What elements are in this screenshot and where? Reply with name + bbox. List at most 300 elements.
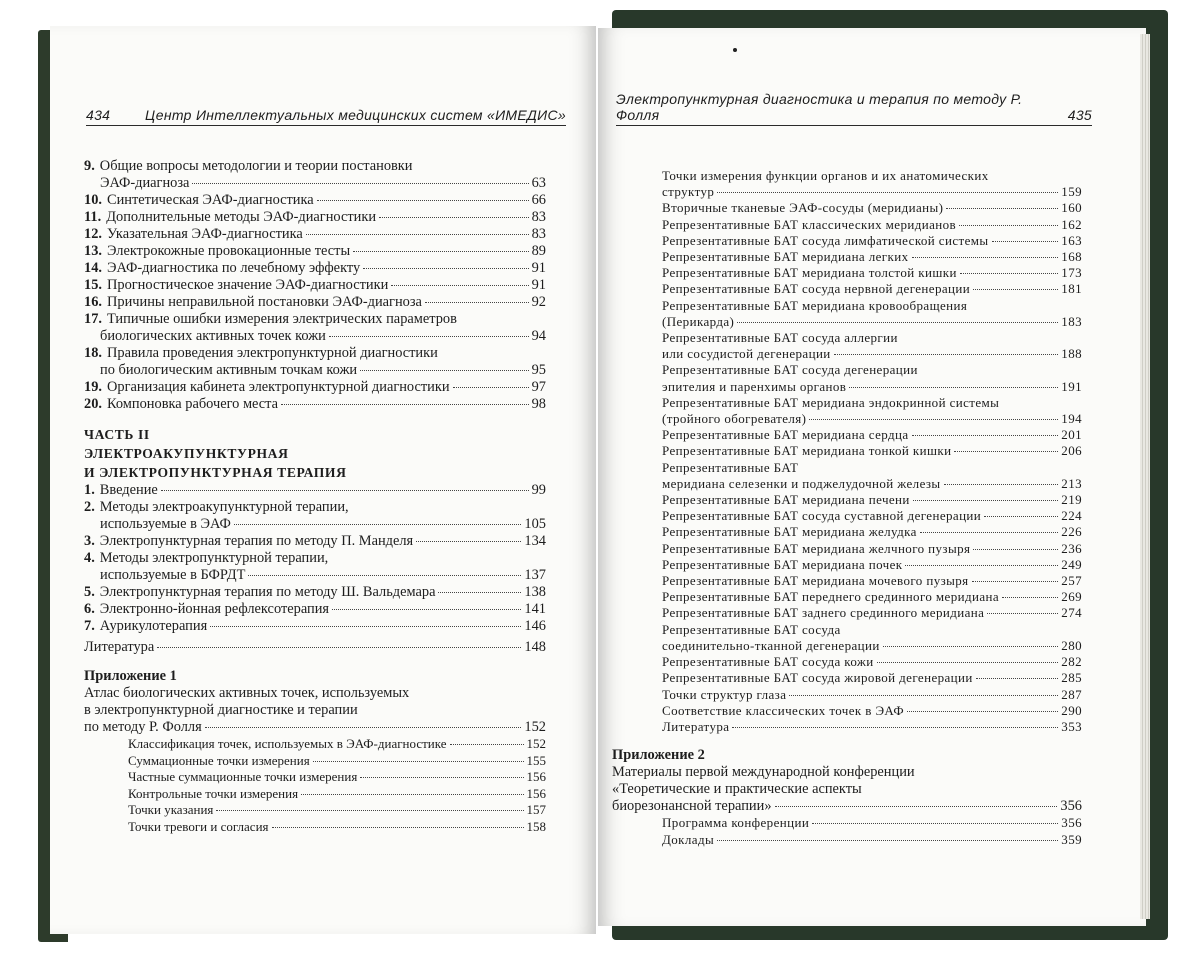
entry-text: «Теоретические и практические аспекты bbox=[612, 781, 862, 798]
dot-leader bbox=[332, 609, 521, 610]
entry-text: Вторичные тканевые ЭАФ-сосуды (меридианы) bbox=[662, 200, 944, 216]
dot-leader bbox=[976, 678, 1059, 679]
entry-page: 194 bbox=[1061, 411, 1082, 427]
toc-entry-line bbox=[84, 516, 546, 533]
entry-text: Репрезентативные БАТ заднего срединного меридиана bbox=[662, 605, 985, 621]
toc-entry-line bbox=[662, 249, 1082, 265]
dot-leader bbox=[732, 727, 1058, 728]
toc-entry-line bbox=[662, 330, 1082, 346]
entry-page: 356 bbox=[1060, 798, 1082, 815]
entry-page: 159 bbox=[1061, 184, 1082, 200]
entry-page: 157 bbox=[526, 802, 546, 818]
entry-text: Репрезентативные БАТ переднего срединного меридиана bbox=[662, 589, 1000, 605]
entry-text: Компоновка рабочего места bbox=[107, 396, 279, 412]
toc-entry-line bbox=[84, 550, 546, 567]
entry-page: 236 bbox=[1061, 540, 1082, 556]
entry-number: 5. bbox=[84, 584, 95, 600]
entry-page: 173 bbox=[1061, 265, 1082, 281]
entry-text: Репрезентативные БАТ меридиана легких bbox=[662, 249, 909, 265]
toc-entry-line bbox=[662, 492, 1082, 508]
dot-leader bbox=[301, 794, 523, 795]
dot-leader bbox=[789, 695, 1058, 696]
toc-entry-line bbox=[128, 769, 546, 786]
toc-entry-line bbox=[662, 557, 1082, 573]
appendix1-subitems bbox=[84, 736, 546, 836]
entry-text: Суммационные точки измерения bbox=[128, 752, 310, 768]
toc-entry-line bbox=[662, 508, 1082, 524]
entry-page: 63 bbox=[531, 175, 546, 191]
entry-text: Точки тревоги и согласия bbox=[128, 818, 269, 834]
part-two-title-line2: И ЭЛЕКТРОПУНКТУРНАЯ ТЕРАПИЯ bbox=[84, 465, 347, 480]
entry-page: 191 bbox=[1061, 378, 1082, 394]
ink-speck bbox=[733, 48, 737, 52]
entry-page: 94 bbox=[531, 328, 546, 344]
entry-number: 15. bbox=[84, 277, 102, 293]
entry-number: 14. bbox=[84, 260, 102, 276]
toc-entry-line bbox=[84, 685, 546, 702]
entry-text: Причины неправильной постановки ЭАФ-диагноза bbox=[107, 294, 422, 310]
entry-text: Контрольные точки измерения bbox=[128, 785, 299, 801]
left-toc bbox=[84, 158, 546, 836]
right-entries-list bbox=[612, 168, 1082, 735]
dot-leader bbox=[973, 289, 1058, 290]
toc-entry-line bbox=[662, 184, 1082, 200]
left-running-header bbox=[86, 100, 566, 126]
dot-leader bbox=[913, 500, 1059, 501]
entry-number: 19. bbox=[84, 379, 102, 395]
dot-leader bbox=[205, 727, 522, 728]
toc-entry-line bbox=[84, 601, 546, 618]
toc-entry-line bbox=[128, 802, 546, 819]
entry-number: 16. bbox=[84, 294, 102, 310]
entry-page: 83 bbox=[531, 226, 546, 242]
entry-text: Точки структур глаза bbox=[662, 686, 787, 702]
toc-entry-line bbox=[612, 781, 1082, 798]
appendix2-subitems bbox=[612, 815, 1082, 848]
entry-text: Репрезентативные БАТ меридиана почек bbox=[662, 556, 903, 572]
dot-leader bbox=[812, 823, 1058, 824]
toc-entry-line bbox=[662, 362, 1082, 378]
toc-entry-line bbox=[84, 260, 546, 277]
toc-entry-line bbox=[84, 294, 546, 311]
toc-entry-line bbox=[84, 345, 546, 362]
dot-leader bbox=[281, 404, 529, 405]
toc-entry-line bbox=[662, 168, 1082, 184]
entry-number: 4. bbox=[84, 550, 95, 566]
toc-entry-line bbox=[662, 815, 1082, 832]
toc-entry-line bbox=[84, 243, 546, 260]
dot-leader bbox=[391, 285, 528, 286]
dot-leader bbox=[416, 541, 521, 542]
dot-leader bbox=[379, 217, 529, 218]
dot-leader bbox=[210, 626, 521, 627]
entry-text: Точки измерения функции органов и их анатомических bbox=[662, 168, 989, 183]
toc-entry-line bbox=[662, 541, 1082, 557]
entry-text: Атлас биологических активных точек, используемых bbox=[84, 685, 410, 701]
dot-leader bbox=[920, 532, 1059, 533]
entry-text: Типичные ошибки измерения электрических параметров bbox=[107, 311, 457, 327]
entry-text: (Перикарда) bbox=[662, 313, 735, 329]
dot-leader bbox=[216, 810, 523, 811]
dot-leader bbox=[809, 419, 1058, 420]
dot-leader bbox=[161, 490, 529, 491]
literature-entry bbox=[84, 639, 546, 656]
entry-text: биорезонансной терапии» bbox=[612, 798, 772, 815]
toc-entry-line bbox=[128, 786, 546, 803]
dot-leader bbox=[272, 827, 524, 828]
dot-leader bbox=[425, 302, 529, 303]
entry-page: 158 bbox=[526, 818, 546, 834]
entry-text: Репрезентативные БАТ меридиана печени bbox=[662, 492, 910, 508]
left-page-number: 434 bbox=[86, 107, 111, 123]
entry-text: Электропунктурная терапия по методу Ш. Вальдемара bbox=[99, 584, 436, 600]
entry-page: 213 bbox=[1061, 475, 1082, 491]
page-stack-edge bbox=[1140, 34, 1150, 919]
toc-entry-line bbox=[662, 638, 1082, 654]
entry-text: Прогностическое значение ЭАФ-диагностики bbox=[107, 277, 389, 293]
entry-text: Синтетическая ЭАФ-диагностика bbox=[107, 192, 314, 208]
toc-entry-line bbox=[662, 622, 1082, 638]
toc-entry-line bbox=[84, 277, 546, 294]
entry-text: используемые в ЭАФ bbox=[100, 516, 231, 532]
entry-text: Точки указания bbox=[128, 802, 214, 818]
dot-leader bbox=[438, 592, 521, 593]
toc-entry-line bbox=[662, 200, 1082, 216]
right-page-number: 435 bbox=[1067, 107, 1092, 123]
dot-leader bbox=[192, 183, 528, 184]
toc-entry-line bbox=[84, 158, 546, 175]
entry-text: соединительно-тканной дегенерации bbox=[662, 637, 880, 653]
dot-leader bbox=[954, 451, 1058, 452]
entry-text: Методы электропунктурной терапии, bbox=[99, 550, 329, 566]
toc-entry-line bbox=[662, 605, 1082, 621]
toc-entry-line bbox=[662, 670, 1082, 686]
toc-entry-line bbox=[84, 499, 546, 516]
entry-number: 17. bbox=[84, 311, 102, 327]
toc-entry-line bbox=[84, 482, 546, 499]
entry-number: 6. bbox=[84, 601, 95, 617]
toc-entry-line bbox=[662, 217, 1082, 233]
dot-leader bbox=[306, 234, 529, 235]
entry-text: Дополнительные методы ЭАФ-диагностики bbox=[106, 209, 377, 225]
entry-text: ЭАФ-диагностика по лечебному эффекту bbox=[107, 260, 361, 276]
toc-entry-line bbox=[662, 427, 1082, 443]
entry-text: биологических активных точек кожи bbox=[100, 328, 326, 344]
entry-page: 219 bbox=[1061, 492, 1082, 508]
entry-page: 137 bbox=[524, 567, 546, 583]
entry-page: 274 bbox=[1061, 605, 1082, 621]
dot-leader bbox=[907, 711, 1058, 712]
toc-entry-line bbox=[662, 687, 1082, 703]
entry-text: Репрезентативные БАТ сосуда кожи bbox=[662, 654, 874, 670]
toc-entry-line bbox=[662, 524, 1082, 540]
entry-page: 105 bbox=[524, 516, 546, 532]
dot-leader bbox=[329, 336, 529, 337]
entry-text: Литература bbox=[662, 718, 730, 734]
entry-page: 152 bbox=[526, 736, 546, 751]
toc-entry-line bbox=[128, 819, 546, 836]
entry-page: 226 bbox=[1061, 524, 1082, 540]
dot-leader bbox=[905, 565, 1058, 566]
toc-entry-line bbox=[662, 395, 1082, 411]
toc-entry-line bbox=[662, 654, 1082, 670]
entry-text: Репрезентативные БАТ сосуда дегенерации bbox=[662, 362, 918, 378]
entry-page: 285 bbox=[1061, 670, 1082, 686]
toc-entry-line bbox=[662, 314, 1082, 330]
entry-text: Репрезентативные БАТ меридиана толстой кишки bbox=[662, 265, 957, 281]
left-header-title: Центр Интеллектуальных медицинских систем «ИМЕДИС» bbox=[144, 107, 566, 123]
toc-entry-line bbox=[84, 702, 546, 719]
dot-leader bbox=[234, 524, 522, 525]
entry-page: 97 bbox=[531, 379, 546, 395]
entry-text: Классификация точек, используемых в ЭАФ-диагностике bbox=[128, 736, 447, 751]
entry-page: 163 bbox=[1061, 232, 1082, 248]
entry-page: 146 bbox=[524, 618, 546, 634]
toc-entry-line bbox=[84, 584, 546, 601]
dot-leader bbox=[912, 435, 1059, 436]
dot-leader bbox=[946, 208, 1058, 209]
toc-entry-line bbox=[84, 719, 546, 736]
entry-page: 290 bbox=[1061, 702, 1082, 718]
entry-text: Доклады bbox=[662, 831, 715, 847]
entry-page: 359 bbox=[1061, 831, 1082, 847]
dot-leader bbox=[317, 200, 529, 201]
dot-leader bbox=[717, 840, 1058, 841]
toc-entry-line bbox=[662, 379, 1082, 395]
entry-text: Соответствие классических точек в ЭАФ bbox=[662, 702, 905, 718]
toc-entry-line bbox=[662, 460, 1082, 476]
entry-page: 269 bbox=[1061, 589, 1082, 605]
dot-leader bbox=[248, 575, 521, 576]
entry-text: Репрезентативные БАТ меридиана кровообращения bbox=[662, 297, 968, 313]
dot-leader bbox=[992, 241, 1059, 242]
entry-text: Репрезентативные БАТ сосуда bbox=[662, 621, 841, 637]
dot-leader bbox=[960, 273, 1058, 274]
entry-page: 83 bbox=[531, 209, 546, 225]
entry-page: 162 bbox=[1061, 216, 1082, 232]
toc-entry-line bbox=[612, 798, 1082, 815]
entry-text: Методы электроакупунктурной терапии, bbox=[99, 499, 349, 515]
appendix1-title bbox=[84, 685, 546, 736]
entry-text: эпителия и паренхимы органов bbox=[662, 378, 847, 394]
dot-leader bbox=[972, 581, 1059, 582]
toc-entry-line bbox=[128, 753, 546, 770]
toc-entry-line bbox=[662, 346, 1082, 362]
dot-leader bbox=[834, 354, 1059, 355]
dot-leader bbox=[883, 646, 1059, 647]
dot-leader bbox=[912, 257, 1059, 258]
right-header-title: Электропунктурная диагностика и терапия по методу Р. Фолля bbox=[616, 91, 1023, 123]
dot-leader bbox=[737, 322, 1058, 323]
part-two-title-line1: ЭЛЕКТРОАКУПУНКТУРНАЯ bbox=[84, 446, 289, 461]
toc-entry-line bbox=[612, 764, 1082, 781]
entry-text: Репрезентативные БАТ меридиана мочевого пузыря bbox=[662, 573, 969, 589]
dot-leader bbox=[360, 777, 523, 778]
entry-number: 2. bbox=[84, 499, 95, 515]
entry-page: 98 bbox=[531, 396, 546, 412]
entry-page: 257 bbox=[1061, 573, 1082, 589]
dot-leader bbox=[775, 806, 1058, 807]
dot-leader bbox=[453, 387, 529, 388]
appendix1-heading: Приложение 1 bbox=[84, 668, 177, 684]
toc-entry-line bbox=[84, 362, 546, 379]
entry-text: Репрезентативные БАТ сосуда суставной дегенерации bbox=[662, 508, 982, 524]
entry-page: 155 bbox=[526, 752, 546, 768]
entry-page: 353 bbox=[1061, 718, 1082, 734]
entry-page: 206 bbox=[1061, 443, 1082, 459]
entry-text: Материалы первой международной конференции bbox=[612, 764, 915, 781]
toc-entry-line bbox=[662, 573, 1082, 589]
entry-page: 92 bbox=[531, 294, 546, 310]
toc-entry-line bbox=[84, 396, 546, 413]
entry-number: 1. bbox=[84, 482, 95, 498]
entry-page: 160 bbox=[1061, 200, 1082, 216]
toc-entry-line bbox=[662, 233, 1082, 249]
toc-entry-line bbox=[84, 533, 546, 550]
entry-text: Репрезентативные БАТ меридиана желчного пузыря bbox=[662, 540, 971, 556]
entry-text: в электропунктурной диагностике и терапии bbox=[84, 702, 358, 718]
toc-entry-line bbox=[662, 281, 1082, 297]
entry-text: Репрезентативные БАТ меридиана желудка bbox=[662, 524, 917, 540]
entry-number: 11. bbox=[84, 209, 102, 225]
toc-entry-line bbox=[662, 411, 1082, 427]
toc-entry-line bbox=[662, 703, 1082, 719]
entry-page: 282 bbox=[1061, 654, 1082, 670]
toc-entry-line bbox=[662, 265, 1082, 281]
entry-number: 7. bbox=[84, 618, 95, 634]
entry-page: 99 bbox=[531, 482, 546, 498]
toc-entry-line bbox=[662, 832, 1082, 849]
toc-entry-line bbox=[84, 379, 546, 396]
entry-number: 9. bbox=[84, 158, 95, 174]
dot-leader bbox=[353, 251, 529, 252]
entry-text: Электронно-йонная рефлексотерапия bbox=[99, 601, 330, 617]
toc-entry-line bbox=[84, 175, 546, 192]
dot-leader bbox=[363, 268, 528, 269]
entry-page: 188 bbox=[1061, 346, 1082, 362]
entry-page: 152 bbox=[524, 719, 546, 735]
entry-text: по методу Р. Фолля bbox=[84, 719, 202, 735]
entry-page: 168 bbox=[1061, 249, 1082, 265]
entry-number: 13. bbox=[84, 243, 102, 259]
entry-number: 12. bbox=[84, 226, 102, 242]
entry-text: Электрокожные провокационные тесты bbox=[107, 243, 351, 259]
dot-leader bbox=[313, 761, 524, 762]
entry-page: 141 bbox=[524, 601, 546, 617]
entry-text: Репрезентативные БАТ сосуда жировой дегенерации bbox=[662, 670, 973, 686]
entry-page: 156 bbox=[526, 769, 546, 785]
toc-entry-line bbox=[84, 567, 546, 584]
toc-entry-line bbox=[662, 589, 1082, 605]
entry-text: или сосудистой дегенерации bbox=[662, 346, 831, 362]
entry-page: 66 bbox=[531, 192, 546, 208]
entry-page: 95 bbox=[531, 362, 546, 378]
entry-page: 156 bbox=[526, 785, 546, 801]
dot-leader bbox=[717, 192, 1058, 193]
entry-number: 18. bbox=[84, 345, 102, 361]
entry-number: 3. bbox=[84, 533, 95, 549]
entry-text: Аурикулотерапия bbox=[99, 618, 208, 634]
entry-page: 280 bbox=[1061, 637, 1082, 653]
dot-leader bbox=[877, 662, 1059, 663]
entry-page: 183 bbox=[1061, 313, 1082, 329]
entry-text: по биологическим активным точкам кожи bbox=[100, 362, 358, 378]
entry-page: 91 bbox=[531, 277, 546, 293]
entry-page: 249 bbox=[1061, 556, 1082, 572]
entry-page: 201 bbox=[1061, 427, 1082, 443]
appendix2-title bbox=[612, 764, 1082, 815]
entry-page: 224 bbox=[1061, 508, 1082, 524]
literature-label: Литература bbox=[84, 639, 155, 655]
dot-leader bbox=[360, 370, 529, 371]
part-two-label: ЧАСТЬ II bbox=[84, 427, 150, 442]
toc-entry-line bbox=[84, 311, 546, 328]
toc-entry-line bbox=[84, 192, 546, 209]
entry-page: 134 bbox=[524, 533, 546, 549]
entry-text: используемые в БФРДТ bbox=[100, 567, 246, 583]
toc-entry-line bbox=[662, 298, 1082, 314]
entry-text: Репрезентативные БАТ меридиана эндокринной системы bbox=[662, 394, 1000, 410]
entry-page: 89 bbox=[531, 243, 546, 259]
entry-number: 10. bbox=[84, 192, 102, 208]
toc-entry-line bbox=[662, 476, 1082, 492]
entry-text: Репрезентативные БАТ меридиана сердца bbox=[662, 427, 909, 443]
entry-page: 287 bbox=[1061, 686, 1082, 702]
toc-entry-line bbox=[84, 226, 546, 243]
entry-text: Репрезентативные БАТ сосуда лимфатической системы bbox=[662, 232, 989, 248]
entry-text: Репрезентативные БАТ сосуда нервной дегенерации bbox=[662, 281, 971, 297]
entry-text: Правила проведения электропунктурной диагностики bbox=[107, 345, 438, 361]
toc-entry-line bbox=[84, 618, 546, 635]
entry-page: 181 bbox=[1061, 281, 1082, 297]
dot-leader bbox=[1002, 597, 1058, 598]
appendix2-heading: Приложение 2 bbox=[612, 747, 705, 764]
entry-text: Репрезентативные БАТ классических меридианов bbox=[662, 216, 957, 232]
entry-text: Указательная ЭАФ-диагностика bbox=[107, 226, 303, 242]
entry-text: меридиана селезенки и поджелудочной железы bbox=[662, 475, 941, 491]
toc-entry-line bbox=[84, 209, 546, 226]
entry-text: Электропунктурная терапия по методу П. Манделя bbox=[99, 533, 414, 549]
dot-leader bbox=[959, 225, 1058, 226]
entry-text: Репрезентативные БАТ сосуда аллергии bbox=[662, 330, 898, 346]
entry-page: 356 bbox=[1061, 815, 1082, 831]
entry-text: ЭАФ-диагноза bbox=[100, 175, 190, 191]
entry-number: 20. bbox=[84, 396, 102, 412]
entry-text: Репрезентативные БАТ bbox=[662, 459, 799, 475]
numbered-items-list bbox=[84, 158, 546, 413]
entry-text: Организация кабинета электропунктурной диагностики bbox=[107, 379, 450, 395]
toc-entry-line bbox=[84, 328, 546, 345]
entry-page: 91 bbox=[531, 260, 546, 276]
entry-text: (тройного обогревателя) bbox=[662, 411, 807, 427]
dot-leader bbox=[450, 744, 524, 745]
toc-entry-line bbox=[662, 443, 1082, 459]
literature-page: 148 bbox=[524, 639, 546, 655]
part-two-items-list bbox=[84, 482, 546, 635]
toc-entry-line bbox=[128, 736, 546, 753]
entry-text: Репрезентативные БАТ меридиана тонкой кишки bbox=[662, 443, 952, 459]
dot-leader bbox=[849, 387, 1058, 388]
toc-entry-line bbox=[662, 719, 1082, 735]
dot-leader bbox=[944, 484, 1059, 485]
right-toc bbox=[612, 168, 1082, 848]
entry-page: 138 bbox=[524, 584, 546, 600]
right-running-header bbox=[616, 91, 1092, 126]
dot-leader bbox=[973, 549, 1058, 550]
entry-text: Общие вопросы методологии и теории постановки bbox=[99, 158, 413, 174]
entry-text: Частные суммационные точки измерения bbox=[128, 769, 358, 785]
entry-text: Программа конференции bbox=[662, 815, 810, 831]
